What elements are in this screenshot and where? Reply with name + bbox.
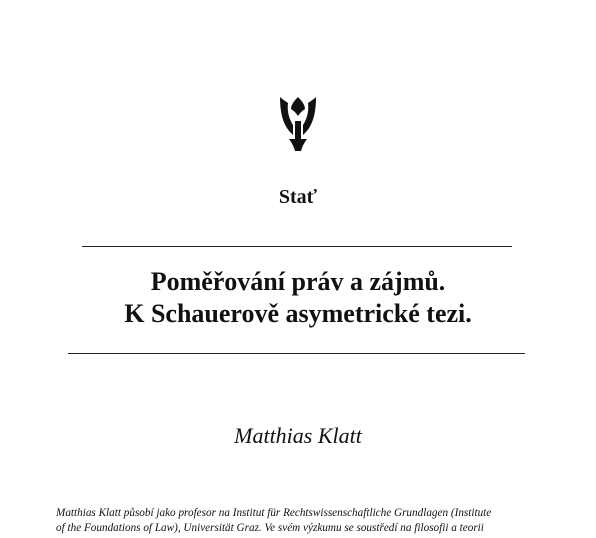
title-bottom-rule <box>68 353 525 354</box>
tulip-emblem-icon <box>279 95 317 153</box>
author-name: Matthias Klatt <box>234 423 362 448</box>
title-top-rule <box>82 246 512 247</box>
article-title-line-2: K Schauerově asymetrické tezi. <box>124 299 472 328</box>
article-title-line-1: Poměřování práv a zájmů. <box>150 267 446 296</box>
footnote-line-1: Matthias Klatt působí jako profesor na Institut für Rechtswissenschaftliche Grundlagen (Institute <box>56 507 492 519</box>
footnote-line-2: of the Foundations of Law), Universität Graz. Ve svém výzkumu se soustředí na filosofii a teorii <box>56 522 484 534</box>
article-title <box>0 266 596 330</box>
author-footnote <box>56 506 546 536</box>
section-label: Stať <box>278 186 318 208</box>
